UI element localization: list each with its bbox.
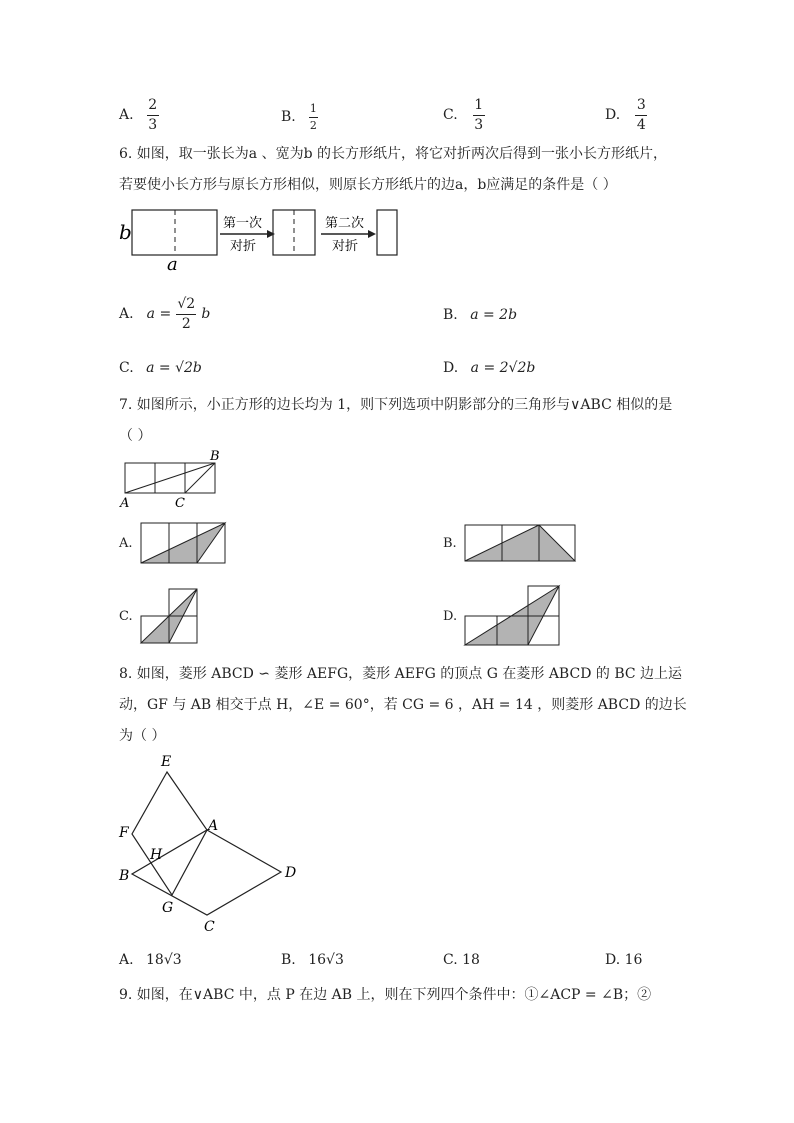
q8-option-b[interactable] bbox=[281, 953, 344, 967]
q5-option-d-label: D. bbox=[605, 107, 621, 124]
q7-text-line1: 7. 如图所示，小正方形的边长均为 1，则下列选项中阴影部分的三角形与∨ABC 相似的是 bbox=[119, 397, 673, 413]
q8-text-line1: 8. 如图，菱形 ABCD ∽ 菱形 AEFG，菱形 AEFG 的顶点 G 在菱形 ABCD 的 BC 边上运 bbox=[119, 666, 683, 682]
q5-c-denominator: 3 bbox=[474, 116, 484, 133]
q8-option-d[interactable]: D. 16 bbox=[605, 952, 643, 968]
q5-c-numerator: 1 bbox=[474, 97, 484, 113]
q6-option-b-label: B. bbox=[443, 307, 458, 323]
q6-option-d-label: D. bbox=[443, 360, 459, 376]
q6-option-b-expr: a = 2b bbox=[470, 307, 518, 323]
q6-arrow-2-head bbox=[368, 230, 376, 238]
q6-text-line2: 若要使小长方形与原长方形相似，则原长方形纸片的边a，b应满足的条件是（ ） bbox=[119, 177, 617, 193]
q6-option-d[interactable] bbox=[443, 361, 535, 375]
q7-option-a-figure[interactable] bbox=[138, 518, 230, 568]
q6-option-d-expr: a = 2√2b bbox=[470, 360, 536, 376]
q6-option-c[interactable] bbox=[119, 361, 202, 375]
q8-rhombus-figure bbox=[110, 750, 310, 940]
q6-option-c-label: C. bbox=[119, 360, 134, 376]
q6-option-a-rhs: b bbox=[201, 306, 211, 323]
q7-option-c-label[interactable]: C. bbox=[119, 609, 133, 624]
q5-option-a-label: A. bbox=[119, 107, 134, 124]
q5-d-numerator: 3 bbox=[636, 97, 646, 113]
q6-arrow-1-head bbox=[267, 230, 275, 238]
q5-a-numerator: 2 bbox=[148, 97, 158, 113]
q8-option-a-value: 18√3 bbox=[146, 952, 182, 968]
q7-ref-label-c: C bbox=[175, 496, 185, 511]
q6-option-c-expr: a = √2b bbox=[146, 360, 202, 376]
q5-a-denominator: 3 bbox=[148, 116, 158, 133]
q8-option-a-label: A. bbox=[119, 952, 134, 968]
q6-fig-b-label: b bbox=[119, 220, 132, 244]
q6-fold2-bottom-text: 对折 bbox=[332, 239, 359, 254]
q8-label-e: E bbox=[161, 754, 172, 770]
q5-b-denominator: 2 bbox=[309, 118, 317, 132]
q6-a-numerator: √2 bbox=[177, 296, 196, 312]
q6-quarter-rectangle bbox=[377, 210, 397, 255]
q7-option-d-label[interactable]: D. bbox=[443, 609, 458, 624]
q6-a-denominator: 2 bbox=[181, 315, 191, 332]
q5-option-a-fraction bbox=[147, 98, 159, 132]
q7-ref-side-ab bbox=[125, 463, 215, 493]
q8-option-b-value: 16√3 bbox=[308, 952, 344, 968]
q7-option-c-figure[interactable] bbox=[138, 585, 202, 647]
q7-option-a-label[interactable]: A. bbox=[119, 536, 133, 551]
q7-ref-label-a: A bbox=[120, 496, 130, 511]
q5-option-c-label: C. bbox=[443, 107, 458, 124]
q8-rhombus-aefg bbox=[132, 772, 207, 895]
q6-text-line1: 6. 如图，取一张长为a 、宽为b 的长方形纸片，将它对折两次后得到一张小长方形纸片， bbox=[119, 146, 668, 162]
q7-reference-figure bbox=[115, 448, 235, 512]
q8-text-line2: 动，GF 与 AB 相交于点 H，∠E = 60°，若 CG = 6 ，AH = 14 ，则菱形 ABCD 的边长 bbox=[119, 697, 687, 713]
q6-fold1-top-text: 第一次 bbox=[223, 216, 263, 231]
q5-b-numerator: 1 bbox=[309, 102, 317, 115]
q8-label-d: D bbox=[285, 865, 297, 881]
q8-label-c: C bbox=[204, 919, 215, 935]
q6-fold2-top-text: 第二次 bbox=[325, 216, 365, 231]
q8-option-c[interactable]: C. 18 bbox=[443, 952, 480, 968]
q5-option-b-fraction bbox=[309, 103, 318, 131]
q8-label-g: G bbox=[162, 900, 174, 916]
q5-option-d-fraction bbox=[635, 98, 647, 132]
q6-fig-a-label: a bbox=[167, 254, 178, 275]
q6-option-a-label: A. bbox=[119, 306, 134, 323]
q8-option-a[interactable] bbox=[119, 953, 182, 967]
q6-option-b[interactable] bbox=[443, 308, 517, 322]
q7-option-d-figure[interactable] bbox=[462, 582, 564, 650]
q8-option-b-label: B. bbox=[281, 952, 296, 968]
q5-option-c[interactable] bbox=[443, 98, 485, 132]
q8-text-line3: 为（ ） bbox=[119, 728, 166, 744]
q7-option-b-label[interactable]: B. bbox=[443, 536, 457, 551]
q5-d-denominator: 4 bbox=[636, 116, 646, 133]
q8-label-f: F bbox=[119, 825, 129, 841]
q8-label-a: A bbox=[208, 818, 219, 834]
q7-text-line2: （ ） bbox=[119, 428, 152, 444]
q5-option-d[interactable] bbox=[605, 98, 647, 132]
q8-label-b: B bbox=[119, 868, 130, 884]
q6-fold1-bottom-text: 对折 bbox=[230, 239, 257, 254]
q7-ref-label-b: B bbox=[210, 449, 220, 464]
q7-option-b-figure[interactable] bbox=[462, 520, 582, 568]
q5-option-a[interactable] bbox=[119, 98, 159, 132]
q7-b-shaded-triangle bbox=[465, 525, 575, 561]
q8-rhombus-abcd bbox=[132, 830, 281, 915]
q6-option-a[interactable] bbox=[119, 297, 210, 331]
q6-option-a-fraction bbox=[176, 297, 196, 331]
q6-folding-figure bbox=[115, 205, 415, 275]
q5-option-b[interactable] bbox=[281, 103, 318, 131]
q5-option-b-label: B. bbox=[281, 109, 296, 126]
q6-option-a-lhs: a = bbox=[146, 306, 172, 323]
q9-text-line1: 9. 如图，在∨ABC 中，点 P 在边 AB 上，则在下列四个条件中：①∠ACP = ∠B；② bbox=[119, 987, 652, 1003]
q8-label-h: H bbox=[150, 847, 163, 863]
q5-option-c-fraction bbox=[473, 98, 485, 132]
